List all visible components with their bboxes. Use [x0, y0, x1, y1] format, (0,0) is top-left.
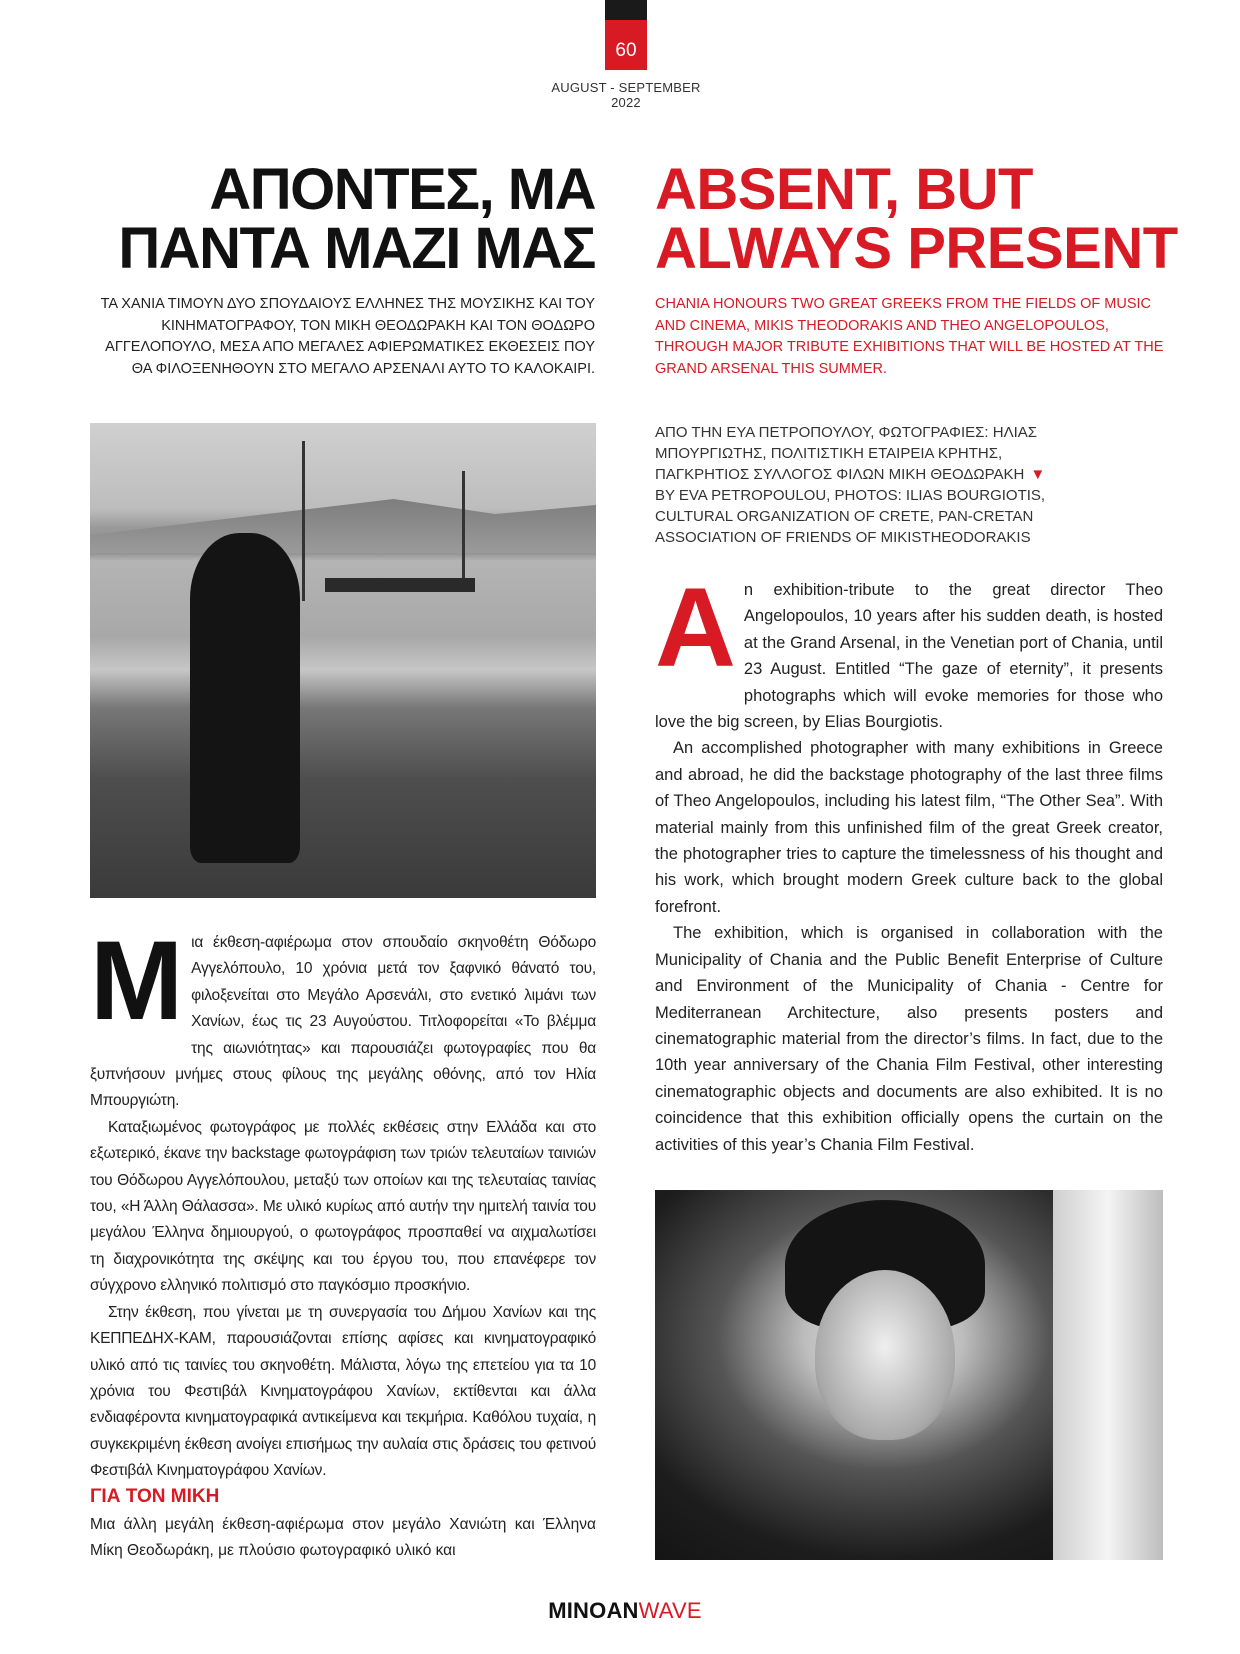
article-english-paragraph-2: An accomplished photographer with many exhibitions in Greece and abroad, he did the backstage photography of the last three films of Theo Angelopoulos, including his latest film, “The Other Sea”. With material mainly from this unfinished film of the great Greek creator, the photographer tries to capture the timelessness of his thought and his work, which brought modern Greek culture back to the global forefront. — [655, 739, 1163, 916]
dropcap-greek: Μ — [90, 918, 184, 1043]
article-english-paragraph-1 — [655, 565, 1163, 735]
lead-english: CHANIA HONOURS TWO GREAT GREEKS FROM THE FIELDS OF MUSIC AND CINEMA, MIKIS THEODORAKIS AND THEO ANGELOPOULOS, THROUGH MAJOR TRIBUTE EXHIBITIONS THAT WILL BE HOSTED AT THE GRAND ARSENAL THIS SUMMER. — [655, 296, 1164, 377]
credits-greek-line3-wrap — [655, 464, 1125, 485]
article-greek-paragraph-1 — [90, 918, 596, 1115]
issue-date: AUGUST - SEPTEMBER 2022 — [551, 80, 701, 110]
lake-photo — [90, 423, 596, 898]
article-greek-paragraph-2: Καταξιωμένος φωτογράφος με πολλές εκθέσεις στην Ελλάδα και στο εξωτερικό, έκανε την backstage φωτογράφιση των τριών τελευταίων ταινιών του Θόδωρου Αγγελόπουλου, μεταξύ των οποίων και της τελευταίας ταινίας του, «Η Άλλη Θάλασσα». Με υλικό κυρίως από αυτήν την ημιτελή ταινία του μεγάλου Έλληνα δημιουργού, ο φωτογράφος προσπαθεί να αιχμαλωτίσει τη διαχρονικότητα της σκέψης και του έργου του, που επανέφερε τον σύγχρονο ελληνικό πολιτισμό στο παγκόσμιο προσκήνιο. — [90, 1118, 596, 1295]
credits — [655, 422, 1125, 548]
photo-pole-shape — [302, 441, 305, 601]
article-greek — [90, 918, 596, 1485]
article-greek-paragraph-3: Στην έκθεση, που γίνεται με τη συνεργασία του Δήμου Χανίων και της ΚΕΠΠΕΔΗΧ-ΚΑΜ, παρουσιάζονται επίσης αφίσες και κινηματογραφικό υλικό από τις ταινίες του σκηνοθέτη. Μάλιστα, λόγω της επετείου για τα 10 χρόνια του Φεστιβάλ Κινηματογράφου Χανίων, εκτίθενται και άλλα ενδιαφέροντα κινηματογραφικά αντικείμενα και τεκμήρια. Καθόλου τυχαία, η συγκεκριμένη έκθεση ανοίγει επισήμως την αυλαία στις δράσεις του φετινού Φεστιβάλ Κινηματογράφου Χανίων. — [90, 1303, 596, 1480]
dropcap-english: A — [655, 565, 736, 690]
page-number: 60 — [615, 40, 637, 61]
photo-raft-shape — [325, 578, 475, 592]
title-english-line1: ABSENT, BUT — [655, 157, 1033, 222]
brand-logo — [540, 1598, 710, 1624]
title-english — [655, 157, 1215, 281]
arrow-down-icon: ▼ — [1030, 466, 1046, 483]
article-english-p1-text: n exhibition-tribute to the great director Theo Angelopoulos, 10 years after his sudden death, is hosted at the Grand Arsenal, in the Venetian port of Chania, until 23 August. Entitled “The gaze of eternity”, it presents photographs which will evoke memories for those who love the big screen, by Elias Bourgiotis. — [655, 581, 1163, 732]
title-greek-line2: ΠΑΝΤΑ ΜΑΖΙ ΜΑΣ — [118, 216, 595, 281]
title-greek — [80, 157, 595, 281]
photo-curtain-shape — [1053, 1190, 1163, 1560]
photo-figure-shape — [190, 533, 300, 863]
credits-english-line2: CULTURAL ORGANIZATION OF CRETE, PAN-CRETAN — [655, 508, 1034, 525]
credits-greek-line3: ΠΑΓΚΡΗΤΙΟΣ ΣΥΛΛΟΓΟΣ ΦΙΛΩΝ ΜΙΚΗ ΘΕΟΔΩΡΑΚΗ — [655, 466, 1025, 483]
lead-greek: ΤΑ ΧΑΝΙΑ ΤΙΜΟΥΝ ΔΥΟ ΣΠΟΥΔΑΙΟΥΣ ΕΛΛΗΝΕΣ ΤΗΣ ΜΟΥΣΙΚΗΣ ΚΑΙ ΤΟΥ ΚΙΝΗΜΑΤΟΓΡΑΦΟΥ, ΤΟΝ ΜΙΚΗ ΘΕΟΔΩΡΑΚΗ ΚΑΙ ΤΟΝ ΘΟΔΩΡΟ ΑΓΓΕΛΟΠΟΥΛΟ, ΜΕΣΑ ΑΠΟ ΜΕΓΑΛΕΣ ΑΦΙΕΡΩΜΑΤΙΚΕΣ ΕΚΘΕΣΕΙΣ ΠΟΥ ΘΑ ΦΙΛΟΞΕΝΗΘΟΥΝ ΣΤΟ ΜΕΓΑΛΟ ΑΡΣΕΝΑΛΙ ΑΥΤΟ ΤΟ ΚΑΛΟΚΑΙΡΙ. — [100, 296, 595, 377]
article-english-paragraph-3: The exhibition, which is organised in collaboration with the Municipality of Chania and the Public Benefit Enterprise of Culture and Environment of the Municipality of Chania - Centre for Mediterranean Architecture, also presents posters and cinematographic material from the director’s films. In fact, due to the 10th year anniversary of the Chania Film Festival, other interesting cinematographic objects and documents are also exhibited. It is no coincidence that this exhibition officially opens the curtain on the activities of this year’s Chania Film Festival. — [655, 924, 1163, 1154]
article-english — [655, 565, 1163, 1158]
title-english-line2: ALWAYS PRESENT — [655, 216, 1178, 281]
page-number-tab — [605, 0, 647, 70]
credits-greek-line1: ΑΠΟ ΤΗΝ ΕΥΑ ΠΕΤΡΟΠΟΥΛΟΥ, ΦΩΤΟΓΡΑΦΙΕΣ: ΗΛΙΑΣ — [655, 424, 1038, 441]
title-greek-line1: ΑΠΟΝΤΕΣ, ΜΑ — [209, 157, 595, 222]
subhead-greek: ΓΙΑ ΤΟΝ ΜΙΚΗ — [90, 1486, 220, 1507]
credits-greek-line2: ΜΠΟΥΡΓΙΩΤΗΣ, ΠΟΛΙΤΙΣΤΙΚΗ ΕΤΑΙΡΕΙΑ ΚΡΗΤΗΣ, — [655, 445, 1003, 462]
article-greek-p1-text: ια έκθεση-αφιέρωμα στον σπουδαίο σκηνοθέτη Θόδωρο Αγγελόπουλο, 10 χρόνια μετά τον ξαφνικό θάνατό του, φιλοξενείται στο Μεγάλο Αρσενάλι, στο ενετικό λιμάνι των Χανίων, έως τις 23 Αυγούστου. Τιτλοφορείται «Το βλέμμα της αιωνιότητας» και παρουσιάζει φωτογραφίες που θα ξυπνήσουν μνήμες στους φίλους της μεγάλης οθόνης, από τον Ηλία Μπουργιώτη. — [90, 934, 596, 1110]
portrait-photo — [655, 1190, 1163, 1560]
brand-logo-part2: WAVE — [638, 1598, 702, 1623]
brand-logo-part1: MINOAN — [548, 1598, 639, 1623]
credits-english-line1: BY EVA PETROPOULOU, PHOTOS: ILIAS BOURGIOTIS, — [655, 487, 1046, 504]
article-greek-paragraph-4: Μια άλλη μεγάλη έκθεση-αφιέρωμα στον μεγάλο Χανιώτη και Έλληνα Μίκη Θεοδωράκη, με πλούσιο φωτογραφικό υλικό και — [90, 1516, 596, 1560]
credits-english-line3: ASSOCIATION OF FRIENDS OF MIKISTHEODORAKIS — [655, 529, 1031, 546]
photo-face-shape — [815, 1270, 955, 1440]
photo-mountain-shape — [90, 493, 596, 553]
photo-pole-shape — [462, 471, 465, 591]
